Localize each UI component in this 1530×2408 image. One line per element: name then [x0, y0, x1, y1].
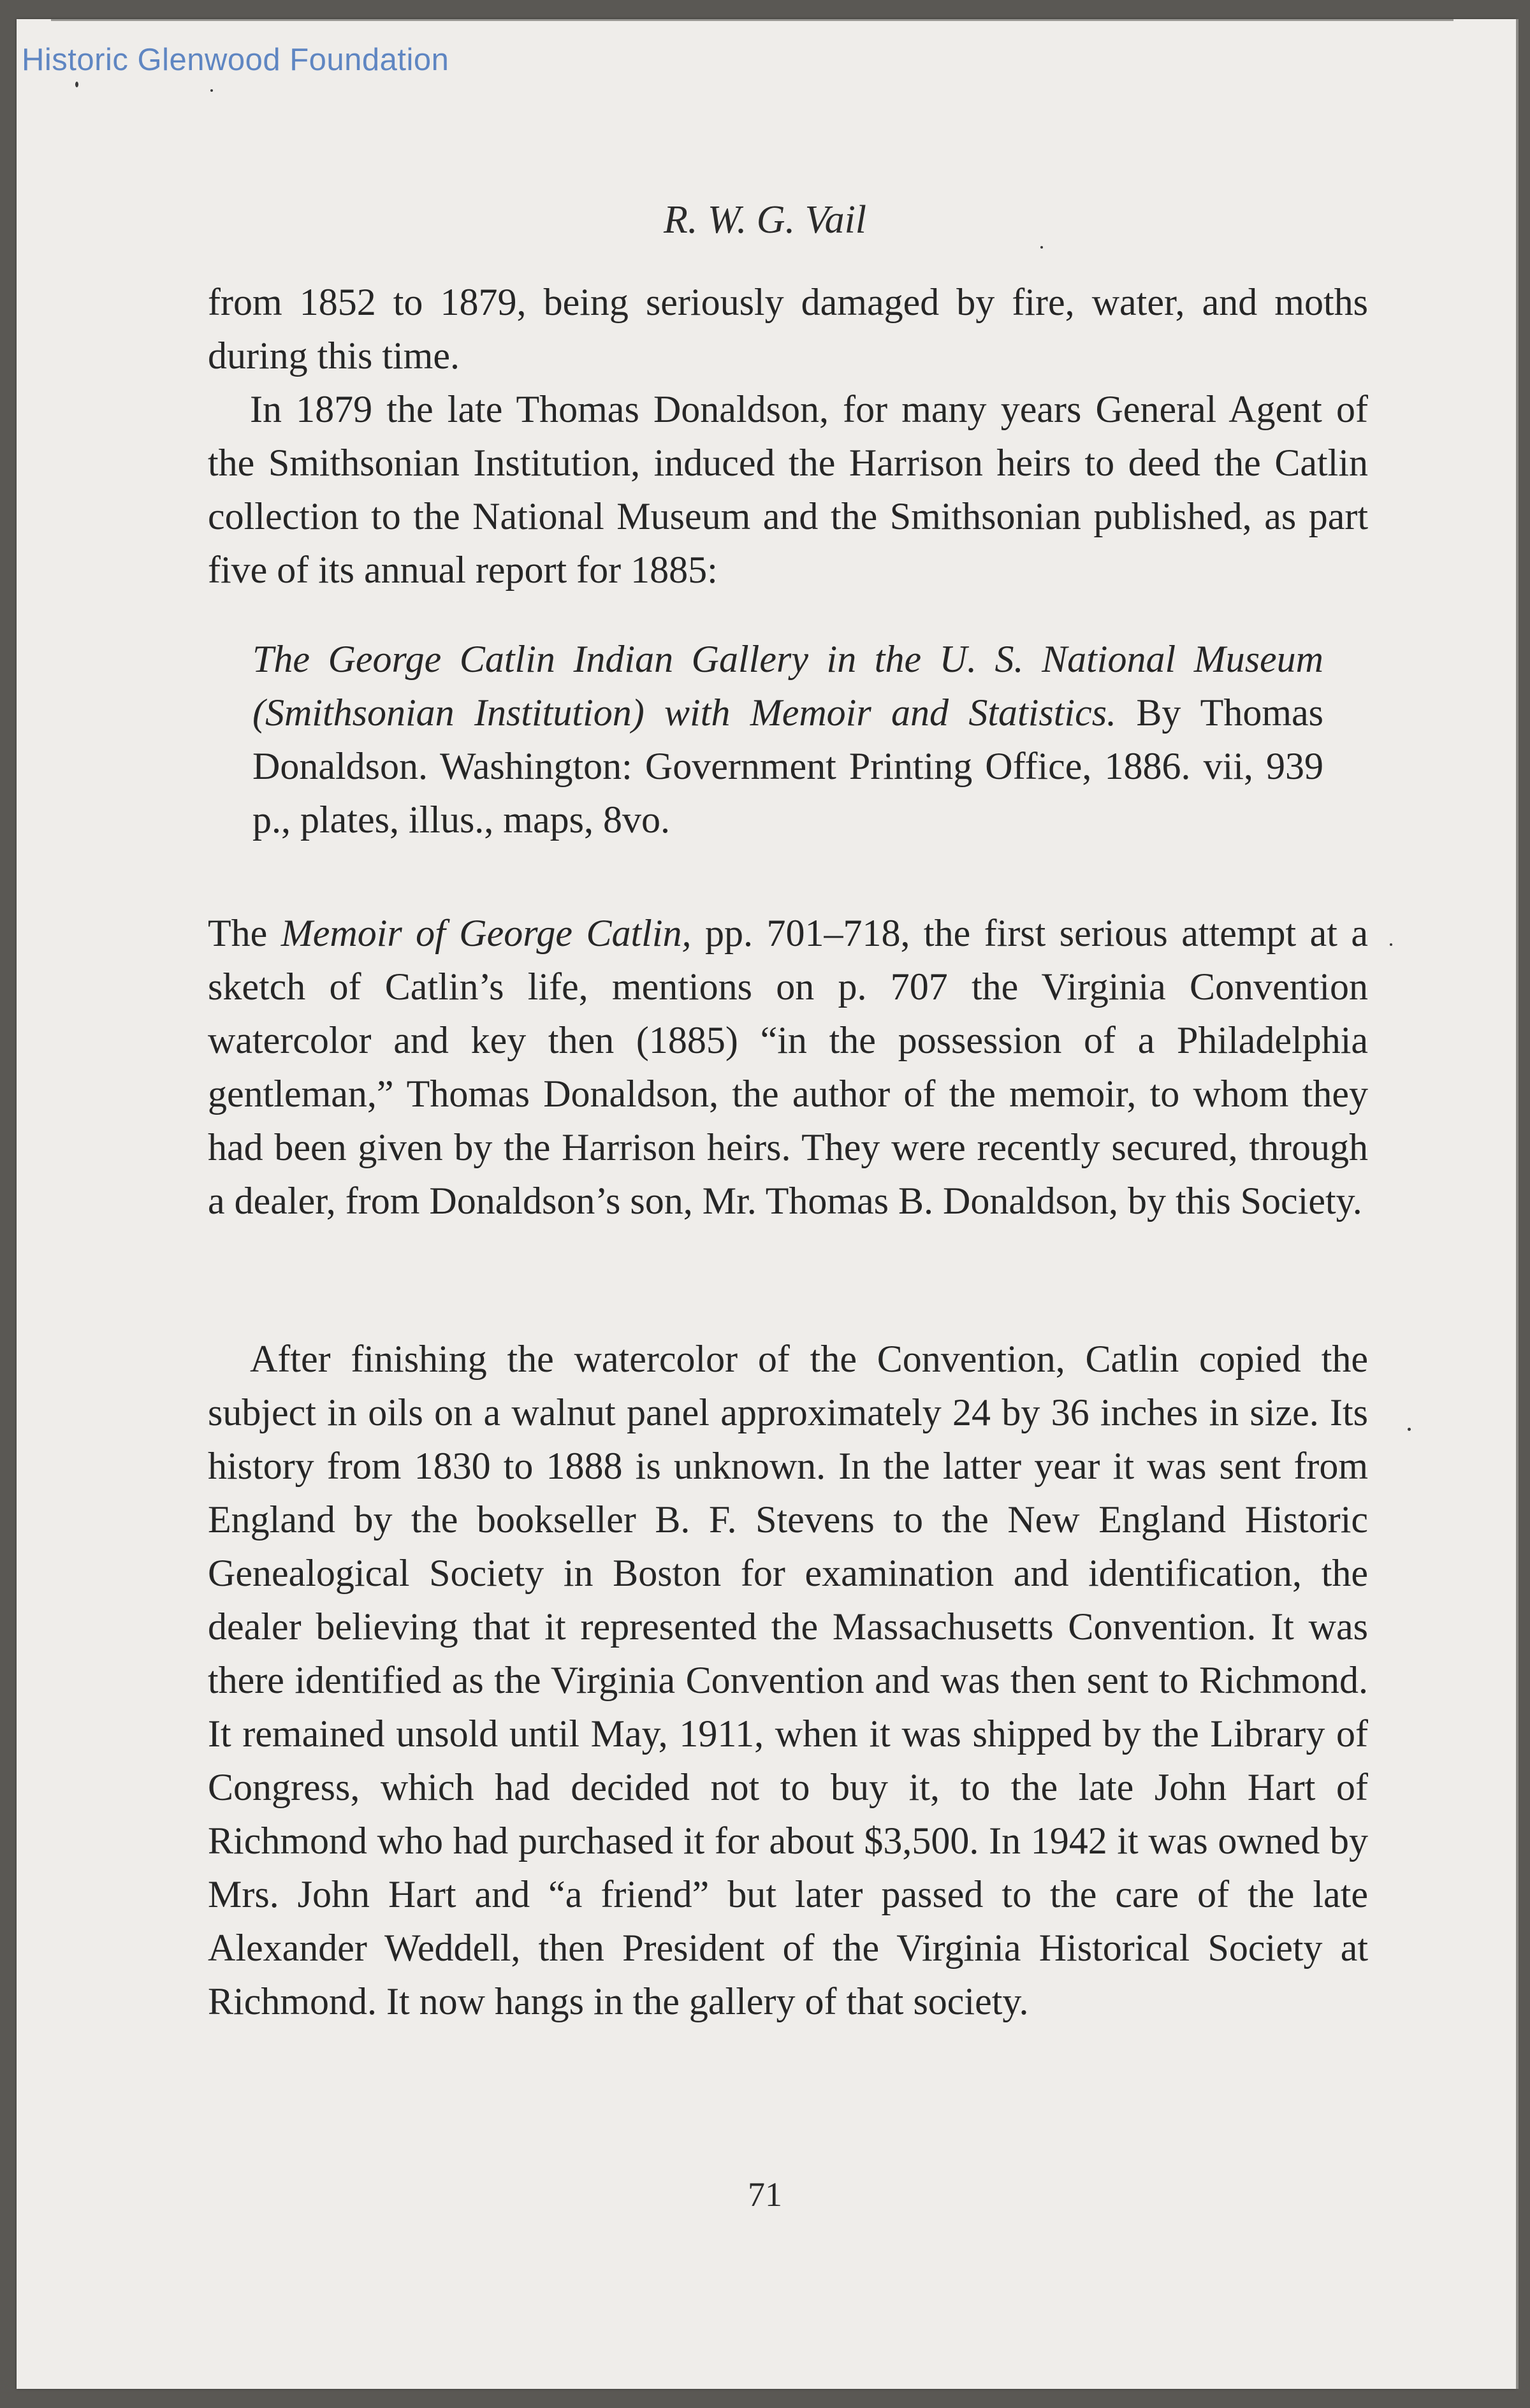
page-number: 71 [748, 2175, 782, 2214]
dust-speck [1408, 1428, 1411, 1431]
memoir-title: Memoir of George Catlin, [280, 912, 692, 954]
paragraph-text [208, 906, 1368, 1228]
paragraph-donaldson [208, 382, 1368, 597]
paragraph-continuation [208, 275, 1368, 382]
paper-right-edge [1516, 19, 1519, 2389]
paragraph-text: In 1879 the late Thomas Donaldson, for many years General Agent of the Smithsonian Institution, induced the Harrison heirs to deed the Catlin collection to the National Museum and the Smithsonian published, as part five of its annual report for 1885: [208, 388, 1368, 591]
paragraph-lead: The [208, 912, 268, 954]
paragraph-text: After finishing the watercolor of the Convention, Catlin copied the subject in oils on a walnut panel approximately 24 by 36 inches in size. Its history from 1830 to 1888 is unknown. In the latter year it was sent from England by the bookseller B. F. Stevens to the New England Historic Genealogical Society in Boston for examination and identification, the dealer believing that it represented the Massachusetts Convention. It was there identified as the Virginia Convention and was then sent to Richmond. It remained unsold until May, 1911, when it was shipped by the Library of Congress, which had decided not to buy it, to the late John Hart of Richmond who had purchased it for about $3,500. In 1942 it was owned by Mrs. John Hart and “a friend” but later passed to the care of the late Alexander Weddell, then President of the Virginia Historical Society at Richmond. It now hangs in the gallery of that society. [208, 1338, 1368, 2022]
dust-speck [1040, 246, 1043, 249]
dust-speck [75, 82, 78, 87]
paragraph-oil-painting [208, 1332, 1368, 2028]
archive-watermark: Historic Glenwood Foundation [22, 43, 449, 77]
paper-top-edge [51, 19, 1454, 26]
dust-speck [1390, 943, 1392, 946]
bibliographic-citation [252, 632, 1323, 846]
citation-title: The George Catlin Indian Gallery in the U. S. National Museum (Smithsonian Institution) with Memoir and Statistics. [252, 638, 1323, 734]
dust-speck [210, 89, 213, 92]
running-head: R. W. G. Vail [663, 198, 867, 242]
paragraph-body: pp. 701–718, the first serious attempt at a sketch of Catlin’s life, mentions on p. 707 the Virginia Convention watercolor and key then (1885) “in the possession of a Philadelphia gentleman,” Thomas Donaldson, the author of the memoir, to whom they had been given by the Harrison heirs. They were recently secured, through a dealer, from Donaldson’s son, Mr. Thomas B. Donaldson, by this Society. [208, 912, 1369, 1222]
paragraph-memoir [208, 906, 1368, 1228]
paragraph-text: from 1852 to 1879, being seriously damaged by fire, water, and moths during this time. [208, 281, 1368, 377]
citation-details: By Thomas Donaldson. Washington: Government Printing Office, 1886. vii, 939 p., plates, illus., maps, 8vo. [252, 692, 1323, 841]
